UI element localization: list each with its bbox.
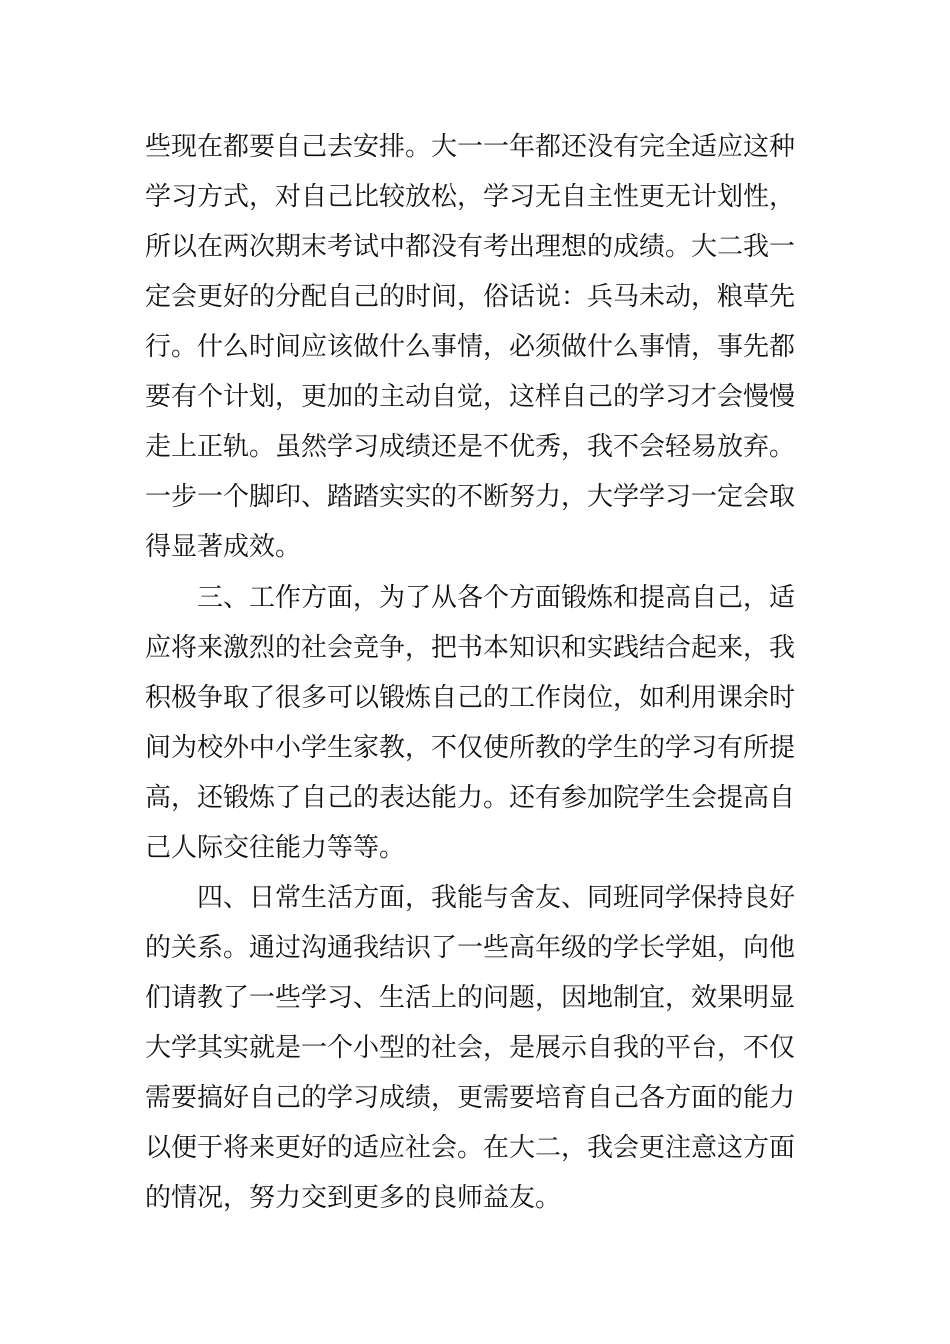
text-line: 走上正轨。虽然学习成绩还是不优秀，我不会轻易放弃。 [145, 432, 796, 462]
text-line: 以便于将来更好的适应社会。在大二，我会更注意这方面 [145, 1133, 796, 1163]
text-line: 一步一个脚印、踏踏实实的不断努力，大学学习一定会取 [145, 482, 796, 512]
text-line: 些现在都要自己去安排。大一一年都还没有完全适应这种 [145, 132, 796, 162]
paragraph-first-line: 四、日常生活方面，我能与舍友、同班同学保持良好 [197, 883, 796, 913]
text-line: 需要搞好自己的学习成绩，更需要培育自己各方面的能力 [145, 1083, 796, 1113]
text-line: 大学其实就是一个小型的社会，是展示自我的平台，不仅 [145, 1033, 796, 1063]
text-line: 定会更好的分配自己的时间，俗话说：兵马未动，粮草先 [145, 282, 796, 312]
text-line: 得显著成效。 [145, 532, 302, 562]
paragraph-first-line: 三、工作方面，为了从各个方面锻炼和提高自己，适 [197, 583, 796, 613]
text-line: 己人际交往能力等等。 [145, 833, 406, 863]
text-line: 的情况，努力交到更多的良师益友。 [145, 1183, 562, 1213]
text-line: 所以在两次期末考试中都没有考出理想的成绩。大二我一 [145, 232, 796, 262]
text-line: 们请教了一些学习、生活上的问题，因地制宜，效果明显 [145, 983, 796, 1013]
text-line: 学习方式，对自己比较放松，学习无自主性更无计划性， [145, 182, 796, 212]
text-line: 积极争取了很多可以锻炼自己的工作岗位，如利用课余时 [145, 683, 796, 713]
text-line: 要有个计划，更加的主动自觉，这样自己的学习才会慢慢 [145, 382, 796, 412]
text-line: 的关系。通过沟通我结识了一些高年级的学长学姐，向他 [145, 933, 796, 963]
text-line: 行。什么时间应该做什么事情，必须做什么事情，事先都 [145, 332, 796, 362]
text-line: 应将来激烈的社会竞争，把书本知识和实践结合起来，我 [145, 633, 796, 663]
text-line: 间为校外中小学生家教，不仅使所教的学生的学习有所提 [145, 733, 796, 763]
text-line: 高，还锻炼了自己的表达能力。还有参加院学生会提高自 [145, 783, 796, 813]
